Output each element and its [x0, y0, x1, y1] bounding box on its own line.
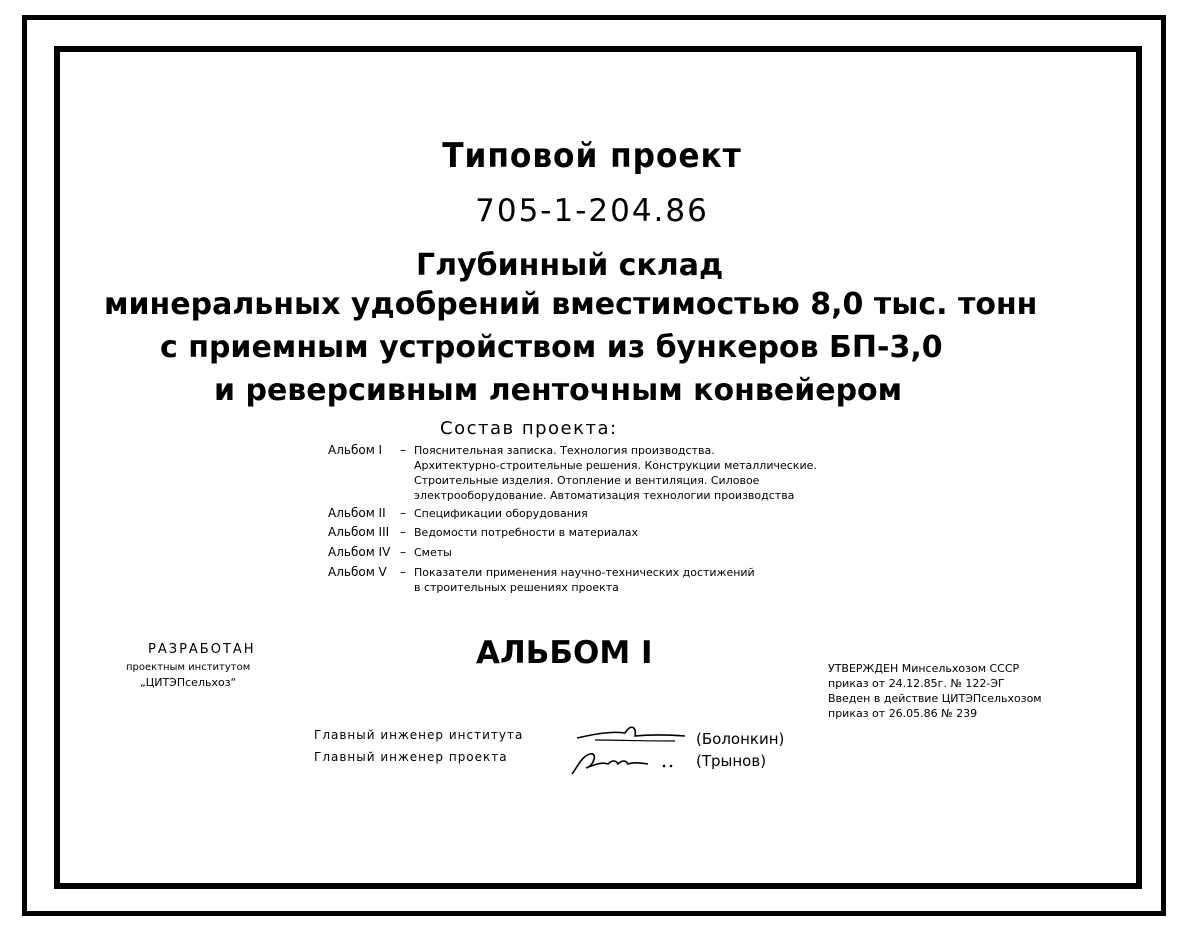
- heading-line-4: и реверсивным ленточным конвейером: [214, 373, 903, 408]
- signature-role: Главный инженер института: [314, 728, 524, 742]
- album-dash: –: [400, 443, 406, 457]
- album-dash: –: [400, 565, 406, 579]
- album-dash: –: [400, 525, 406, 539]
- album-label: Альбом V: [328, 565, 387, 579]
- album-description: [414, 443, 817, 503]
- album-description-line: Архитектурно-строительные решения. Конструкции металлические.: [414, 459, 817, 472]
- signature-mark: [575, 722, 690, 748]
- approval-line-4: приказ от 26.05.86 № 239: [828, 707, 978, 720]
- album-dash: –: [400, 506, 406, 520]
- heading-line-2: минеральных удобрений вместимостью 8,0 тыс. тонн: [104, 287, 1038, 322]
- album-entry: [328, 525, 638, 540]
- developer-heading: РАЗРАБОТАН: [148, 642, 256, 657]
- album-description-line: Ведомости потребности в материалах: [414, 526, 639, 539]
- signature-name: (Трынов): [696, 752, 767, 770]
- album-description: [414, 565, 755, 595]
- composition-title: Состав проекта:: [440, 418, 618, 439]
- album-dash: –: [400, 545, 406, 559]
- developer-line-1: проектным институтом: [126, 662, 251, 673]
- album-label: Альбом I: [328, 443, 383, 457]
- album-label: Альбом IV: [328, 545, 391, 559]
- approval-line-3: Введен в действие ЦИТЭПсельхозом: [828, 692, 1042, 705]
- album-description-line: Сметы: [414, 546, 452, 559]
- album-description: [414, 506, 588, 521]
- heading-line-1: Глубинный склад: [416, 248, 724, 283]
- album-description-line: в строительных решениях проекта: [414, 581, 619, 594]
- album-entry: [328, 443, 817, 503]
- album-description-line: Показатели применения научно-технических достижений: [414, 566, 755, 579]
- album-description-line: Спецификации оборудования: [414, 507, 588, 520]
- heading-line-3: с приемным устройством из бункеров БП-3,0: [160, 330, 943, 365]
- album-entry: [328, 506, 588, 521]
- approval-line-2: приказ от 24.12.85г. № 122-ЭГ: [828, 677, 1005, 690]
- album-description: [414, 525, 638, 540]
- signature-role: Главный инженер проекта: [314, 750, 508, 764]
- album-label: Альбом II: [328, 506, 386, 520]
- project-number: 705-1-204.86: [475, 193, 709, 229]
- signature-name: (Болонкин): [696, 730, 785, 748]
- album-mark: АЛЬБОМ I: [476, 635, 653, 671]
- album-description-line: Строительные изделия. Отопление и вентиляция. Силовое: [414, 474, 760, 487]
- developer-line-2: „ЦИТЭПсельхоз“: [140, 676, 237, 689]
- album-entry: [328, 565, 755, 595]
- album-description: [414, 545, 452, 560]
- signature-mark: [568, 746, 688, 778]
- album-description-line: Пояснительная записка. Технология производства.: [414, 444, 715, 457]
- approval-line-1: УТВЕРЖДЕН Минсельхозом СССР: [828, 662, 1020, 675]
- album-label: Альбом III: [328, 525, 390, 539]
- document-title: Типовой проект: [442, 136, 742, 176]
- album-entry: [328, 545, 452, 560]
- album-description-line: электрооборудование. Автоматизация технологии производства: [414, 489, 795, 502]
